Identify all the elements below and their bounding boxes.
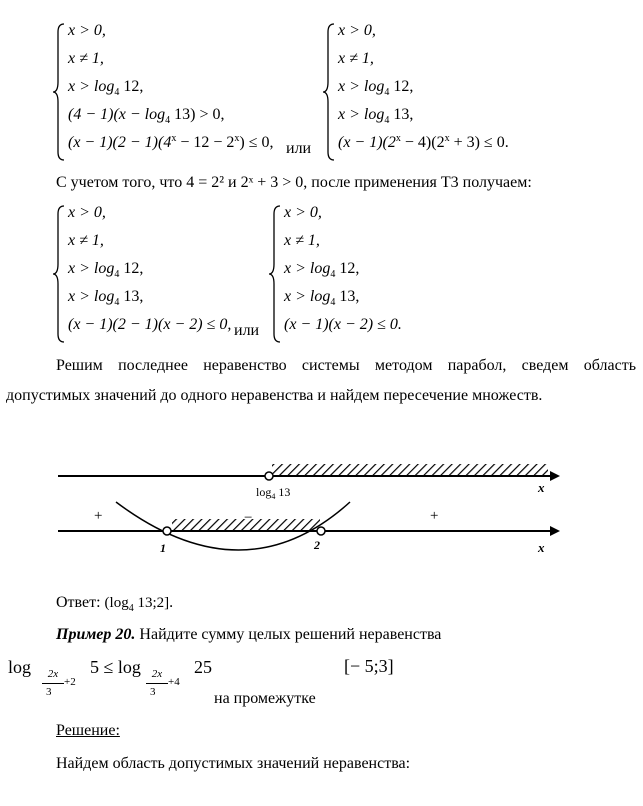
point-2 [317,527,325,535]
solution-label: Решение: [56,722,120,739]
sys1-left-line-5: (x − 1)(2 − 1)(4 [68,134,172,151]
right-brace-1 [322,22,336,162]
sys1-right-line-1: x > 0, [338,22,376,39]
sys2-right-line-2: x ≠ 1, [284,232,320,249]
interval: [− 5;3] [344,656,394,676]
on-interval-text: на промежутке [214,690,316,707]
point-1 [163,527,171,535]
final-line: Найдем область допустимых значений неравенства: [56,755,411,772]
answer-value: ($\log_4$ 13;2] [104,595,170,614]
top-axis-label: x [538,480,545,495]
paragraph: Решим последнее неравенство системы методом парабол, сведем область допустимых значений до одного неравенства и найдем пересечение множеств. [6,357,636,404]
sys1-left-line-4: (4 − 1)(x − log [68,106,166,123]
top-axis-arrow [550,471,560,481]
sys2-right-line-3: x > log [284,260,331,277]
sys2-left-line-4: x > log [68,288,115,305]
sys2-left-line-3: x > log [68,260,115,277]
sys1-right-line-3: x > log [338,78,385,95]
sys1-left-line-3: x > log [68,78,115,95]
top-open-point [265,472,273,480]
point-1-label: 1 [160,541,166,555]
left-brace-2 [52,204,66,344]
top-hatch [272,464,548,476]
sys1-right-line-5: (x − 1)(2 [338,134,396,151]
sys1-or: или [286,140,312,157]
example-heading: Пример 20. Найдите сумму целых решений неравенства [56,626,442,643]
point-2-label: 2 [314,538,320,552]
sys1-left-line-1: x > 0, [68,22,106,39]
answer: Ответ: ($\log_4$ 13;2]. [56,594,174,614]
right-brace-2 [268,204,282,344]
sys2-left-line-1: x > 0, [68,204,106,221]
sys2-left-line-5: (x − 1)(2 − 1)(x − 2) ≤ 0, [68,316,232,333]
sys2-left-line-2: x ≠ 1, [68,232,104,249]
left-brace-1 [52,22,66,162]
sys2-right-line-4: x > log [284,288,331,305]
top-point-label: $\log_4 13$ [256,485,291,501]
sys2-or: или [234,322,260,339]
sys1-right-line-4: x > log [338,106,385,123]
sign-minus: − [244,510,253,526]
sys2-right-line-1: x > 0, [284,204,322,221]
bottom-axis-label: x [538,540,545,555]
bottom-axis-arrow [550,526,560,536]
sys1-right-line-2: x ≠ 1, [338,50,374,67]
sign-plus-right: + [430,508,439,524]
sign-plus-left: + [94,508,103,524]
sys1-left-line-2: x ≠ 1, [68,50,104,67]
sys2-right-line-5: (x − 1)(x − 2) ≤ 0. [284,316,402,333]
sentence-1: С учетом того, что 4 = 2² и 2ˣ + 3 > 0, после применения Т3 получаем: [56,174,532,191]
number-line-figure [50,458,560,568]
